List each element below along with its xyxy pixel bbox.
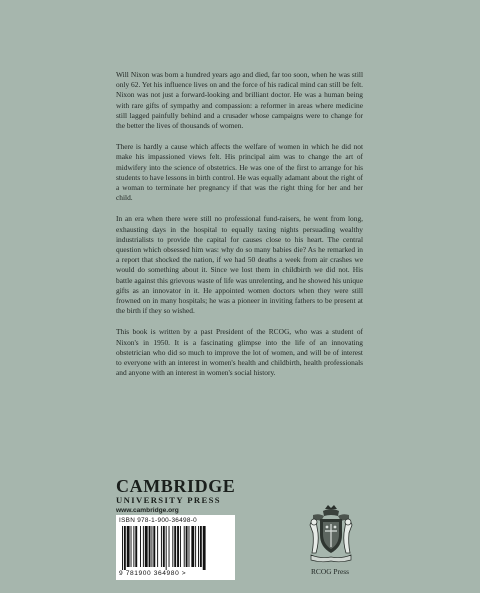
rcog-press-label: RCOG Press — [311, 567, 349, 576]
blurb-paragraph: This book is written by a past President of the RCOG, who was a student of Nixon's in 1950. It is a fascinating glimpse into the life of an innovating obstetrician who did so much to improve the lot of women, and will be of interest to everyone with an interest in women's health and childbirth, health professionals and anyone with an interest in women's social history. — [116, 327, 363, 378]
blurb-text — [116, 70, 363, 389]
rcog-crest-icon — [305, 503, 357, 565]
publisher-name: CAMBRIDGE — [116, 476, 236, 496]
publisher-imprint: UNIVERSITY PRESS — [116, 495, 221, 505]
blurb-paragraph: There is hardly a cause which affects the welfare of women in which he did not make his impassioned views felt. His principal aim was to change the art of midwifery into the science of obstetrics. He was one of the first to arrange for his students to have lessons in birth control. He was equally adamant about the right of a woman to terminate her pregnancy if that was the right thing for her and her child. — [116, 142, 363, 203]
isbn-barcode — [116, 515, 235, 580]
barcode-digits: 9 781900 364980 > — [119, 570, 187, 577]
isbn-label: ISBN 978-1-900-36498-0 — [119, 517, 198, 524]
blurb-paragraph: Will Nixon was born a hundred years ago and died, far too soon, when he was still only 62. Yet his influence lives on and the force of his radical mind can still be felt. Nixon was not just a forward-looking and brilliant doctor. He was a human being with rare gifts of sympathy and compassion: a reformer in areas where medicine still lagged painfully behind and a crusader whose campaigns were to change for the better the lives of thousands of women. — [116, 70, 363, 131]
cambridge-logo — [116, 477, 236, 516]
blurb-paragraph: In an era when there were still no professional fund-raisers, he went from long, exhausting days in the hospital to equally taxing nights persuading wealthy industrialists to provide the capital for causes close to his heart. The central question which obsessed him was: why do so many babies die? As he remarked in a report that shocked the nation, if we had 50 deaths a week from air crashes we would do something about it. Since we lost them in childbirth we did not. His battle against this grievous waste of life was unrelenting, and he showed his unique gifts as an innovator in it. He appointed women doctors when they were still frowned on in many hospitals; he was a pioneer in inviting fathers to be present at the birth if they so wished. — [116, 214, 363, 316]
publisher-url[interactable]: www.cambridge.org — [116, 507, 179, 514]
barcode-bars-icon — [122, 526, 230, 570]
